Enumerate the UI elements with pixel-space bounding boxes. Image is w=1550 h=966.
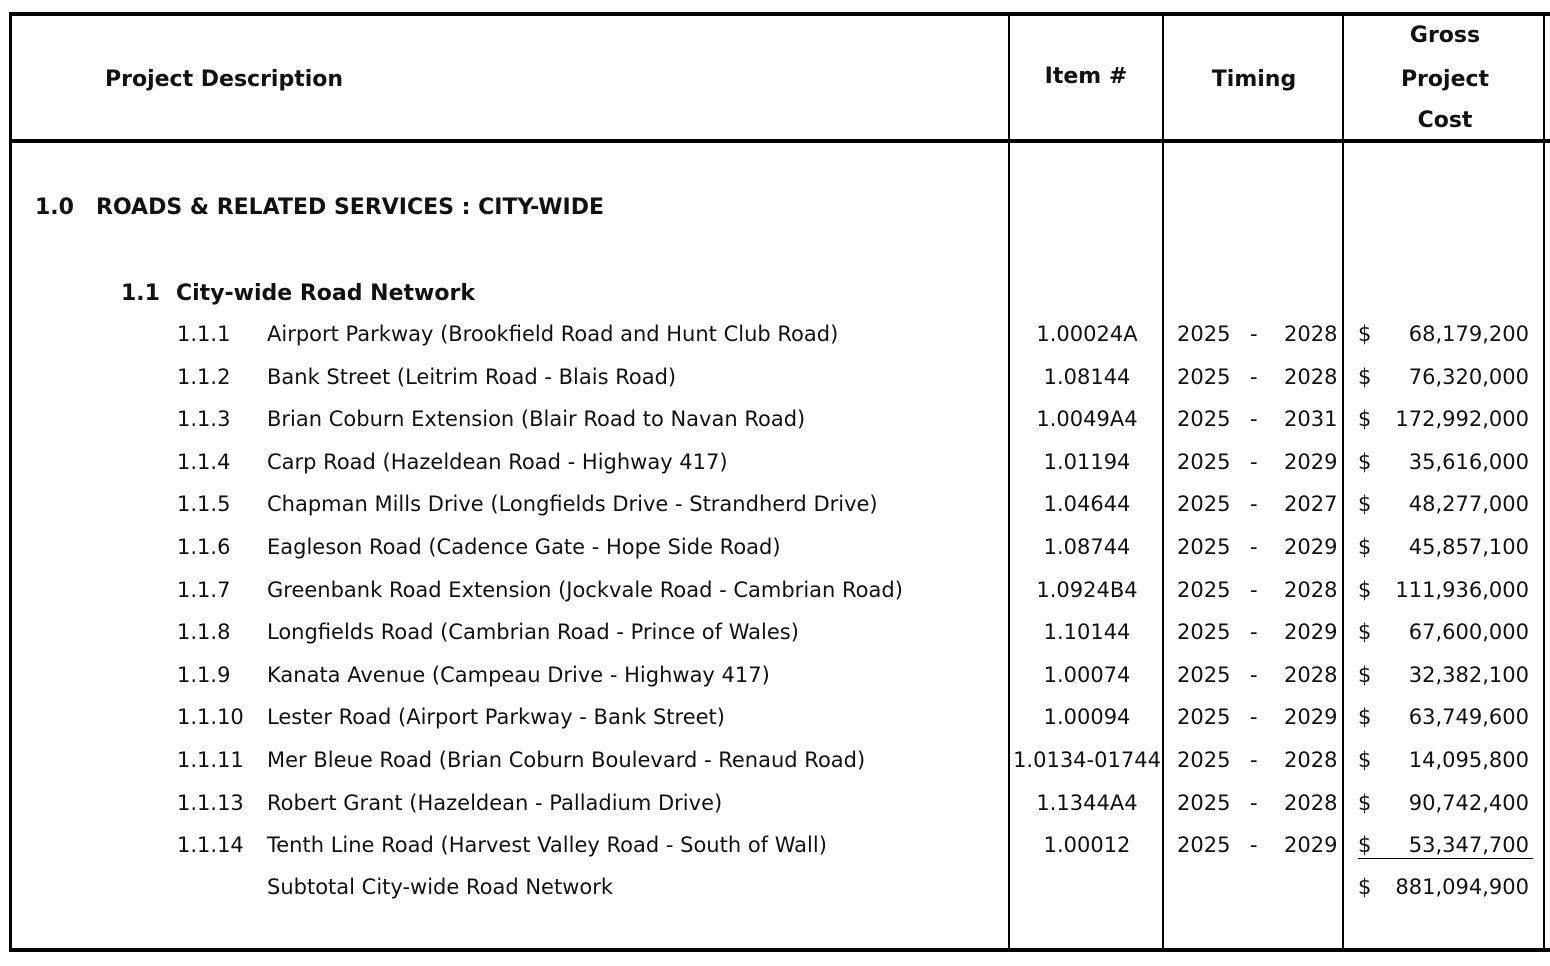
row-cost: 63,749,600 [1408, 705, 1529, 730]
subtotal-dollar: $ [1358, 875, 1372, 899]
row-dash: - [1250, 577, 1258, 602]
row-start-year: 2025 [1177, 492, 1231, 517]
row-item-number: 1.00024A [1036, 322, 1138, 346]
subtotal-underline [1358, 858, 1533, 859]
row-start-year: 2025 [1177, 577, 1231, 602]
table-row [0, 398, 1550, 440]
subtotal-cost: 881,094,900 [1395, 875, 1529, 899]
row-dash: - [1250, 322, 1258, 346]
row-number: 1.1.8 [177, 620, 231, 645]
table-row [0, 569, 1550, 611]
row-item-number: 1.10144 [1043, 620, 1131, 645]
row-number: 1.1.5 [177, 492, 231, 517]
row-cost: 45,857,100 [1408, 535, 1529, 559]
row-dollar: $ [1358, 620, 1372, 645]
row-item-number: 1.00094 [1043, 705, 1131, 730]
row-end-year: 2031 [1284, 407, 1338, 432]
row-end-year: 2028 [1284, 790, 1338, 815]
row-dash: - [1250, 364, 1258, 389]
row-item-number: 1.04644 [1043, 492, 1131, 517]
row-start-year: 2025 [1177, 833, 1231, 858]
row-dash: - [1250, 492, 1258, 517]
row-end-year: 2029 [1284, 449, 1338, 474]
row-start-year: 2025 [1177, 449, 1231, 474]
table-row [0, 782, 1550, 824]
row-cost: 35,616,000 [1408, 449, 1529, 474]
subsection-number: 1.1 [121, 281, 160, 306]
row-description: Bank Street (Leitrim Road - Blais Road) [267, 364, 677, 389]
row-number: 1.1.4 [177, 449, 231, 474]
header-cost-line2: Project [1400, 67, 1490, 92]
row-end-year: 2029 [1284, 833, 1338, 858]
row-dollar: $ [1358, 322, 1372, 346]
row-end-year: 2029 [1284, 705, 1338, 730]
bottom-border [10, 948, 1550, 952]
row-cost: 76,320,000 [1408, 364, 1529, 389]
row-cost: 53,347,700 [1408, 833, 1529, 858]
row-item-number: 1.01194 [1043, 449, 1131, 474]
section-number: 1.0 [35, 195, 74, 220]
row-description: Tenth Line Road (Harvest Valley Road - South of Wall) [267, 833, 827, 858]
row-description: Kanata Avenue (Campeau Drive - Highway 417) [267, 662, 770, 687]
row-cost: 32,382,100 [1408, 662, 1529, 687]
row-dash: - [1250, 620, 1258, 645]
row-number: 1.1.13 [177, 790, 244, 815]
table-row [0, 356, 1550, 398]
table-row [0, 824, 1550, 866]
table-row [0, 654, 1550, 696]
row-end-year: 2028 [1284, 322, 1338, 346]
header-project-description: Project Description [105, 67, 344, 92]
row-description: Longfields Road (Cambrian Road - Prince of Wales) [267, 620, 799, 645]
row-cost: 172,992,000 [1395, 407, 1529, 432]
subtotal-row [0, 866, 1550, 908]
row-item-number: 1.08144 [1043, 364, 1131, 389]
row-number: 1.1.6 [177, 535, 231, 559]
row-end-year: 2029 [1284, 620, 1338, 645]
row-dollar: $ [1358, 449, 1372, 474]
row-dollar: $ [1358, 577, 1372, 602]
row-number: 1.1.2 [177, 364, 231, 389]
row-cost: 14,095,800 [1408, 748, 1529, 772]
table-row [0, 313, 1550, 355]
row-dash: - [1250, 705, 1258, 730]
table-row [0, 483, 1550, 525]
row-description: Robert Grant (Hazeldean - Palladium Drive) [267, 790, 723, 815]
row-cost: 48,277,000 [1408, 492, 1529, 517]
header-item-number: Item # [1044, 64, 1128, 89]
row-end-year: 2029 [1284, 535, 1338, 559]
row-description: Chapman Mills Drive (Longfields Drive - Strandherd Drive) [267, 492, 878, 517]
subtotal-label: Subtotal City-wide Road Network [267, 875, 614, 899]
row-dash: - [1250, 833, 1258, 858]
row-number: 1.1.3 [177, 407, 231, 432]
row-dollar: $ [1358, 833, 1372, 858]
row-start-year: 2025 [1177, 748, 1231, 772]
row-dollar: $ [1358, 790, 1372, 815]
table-row [0, 526, 1550, 568]
row-start-year: 2025 [1177, 407, 1231, 432]
row-dash: - [1250, 748, 1258, 772]
row-end-year: 2028 [1284, 577, 1338, 602]
row-dash: - [1250, 535, 1258, 559]
row-number: 1.1.14 [177, 833, 244, 858]
subsection-title: City-wide Road Network [176, 281, 475, 306]
row-item-number: 1.0134-01744 [1013, 748, 1161, 772]
row-cost: 111,936,000 [1395, 577, 1529, 602]
row-start-year: 2025 [1177, 662, 1231, 687]
row-number: 1.1.7 [177, 577, 231, 602]
row-number: 1.1.10 [177, 705, 244, 730]
row-description: Carp Road (Hazeldean Road - Highway 417) [267, 449, 728, 474]
row-number: 1.1.1 [177, 322, 231, 346]
row-description: Eagleson Road (Cadence Gate - Hope Side Road) [267, 535, 781, 559]
table-row [0, 739, 1550, 781]
row-item-number: 1.0049A4 [1036, 407, 1138, 432]
row-start-year: 2025 [1177, 364, 1231, 389]
row-number: 1.1.9 [177, 662, 231, 687]
row-start-year: 2025 [1177, 705, 1231, 730]
header-bottom-border [10, 139, 1550, 143]
row-dollar: $ [1358, 364, 1372, 389]
row-description: Lester Road (Airport Parkway - Bank Street) [267, 705, 725, 730]
row-end-year: 2028 [1284, 364, 1338, 389]
table-row [0, 696, 1550, 738]
table-row [0, 611, 1550, 653]
row-item-number: 1.0924B4 [1036, 577, 1138, 602]
row-dollar: $ [1358, 407, 1372, 432]
row-description: Airport Parkway (Brookfield Road and Hunt Club Road) [267, 322, 839, 346]
top-border [10, 12, 1550, 16]
row-item-number: 1.00074 [1043, 662, 1131, 687]
row-dash: - [1250, 790, 1258, 815]
row-dollar: $ [1358, 705, 1372, 730]
row-item-number: 1.1344A4 [1036, 790, 1138, 815]
row-dash: - [1250, 407, 1258, 432]
row-start-year: 2025 [1177, 790, 1231, 815]
row-cost: 67,600,000 [1408, 620, 1529, 645]
row-start-year: 2025 [1177, 535, 1231, 559]
row-dollar: $ [1358, 535, 1372, 559]
section-title: ROADS & RELATED SERVICES : CITY-WIDE [96, 195, 605, 220]
row-end-year: 2028 [1284, 748, 1338, 772]
table-row [0, 441, 1550, 483]
row-dollar: $ [1358, 492, 1372, 517]
row-start-year: 2025 [1177, 322, 1231, 346]
row-end-year: 2028 [1284, 662, 1338, 687]
row-cost: 68,179,200 [1408, 322, 1529, 346]
row-number: 1.1.11 [177, 748, 244, 772]
row-item-number: 1.00012 [1043, 833, 1131, 858]
row-cost: 90,742,400 [1408, 790, 1529, 815]
row-dollar: $ [1358, 662, 1372, 687]
row-item-number: 1.08744 [1043, 535, 1131, 559]
row-description: Brian Coburn Extension (Blair Road to Navan Road) [267, 407, 806, 432]
row-dash: - [1250, 449, 1258, 474]
row-dash: - [1250, 662, 1258, 687]
header-cost-line1: Gross [1409, 23, 1481, 48]
row-description: Mer Bleue Road (Brian Coburn Boulevard - Renaud Road) [267, 748, 866, 772]
row-description: Greenbank Road Extension (Jockvale Road - Cambrian Road) [267, 577, 903, 602]
row-end-year: 2027 [1284, 492, 1338, 517]
row-dollar: $ [1358, 748, 1372, 772]
row-start-year: 2025 [1177, 620, 1231, 645]
header-timing: Timing [1211, 67, 1297, 92]
header-cost-line3: Cost [1417, 108, 1473, 133]
